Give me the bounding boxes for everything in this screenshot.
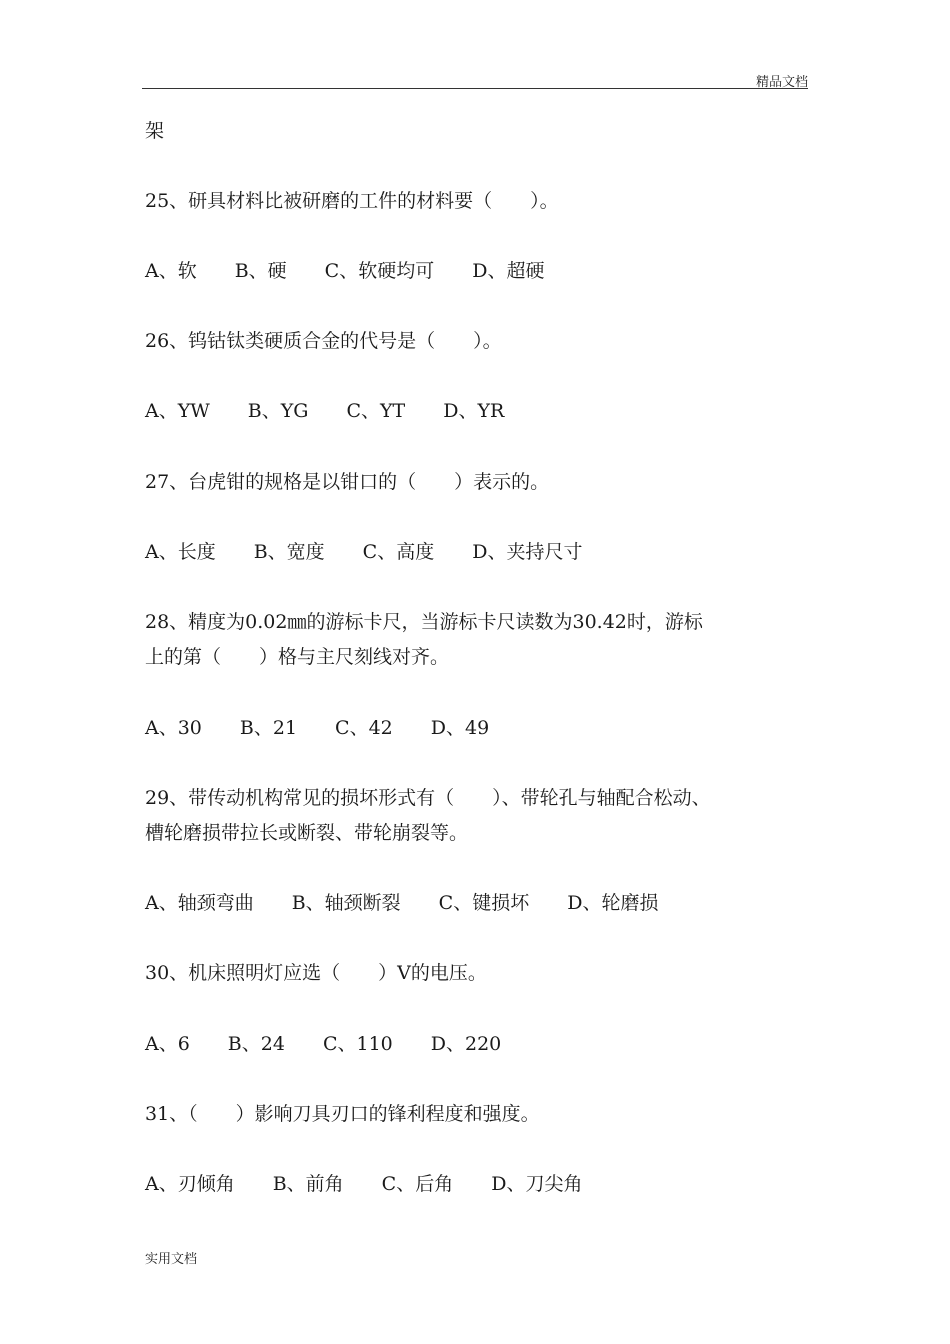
question-28-stem-line-2: 上的第（ ）格与主尺刻线对齐。 [145, 646, 450, 668]
question-27-options: A、长度 B、宽度 C、高度 D、夹持尺寸 [145, 541, 583, 563]
question-30-options: A、6 B、24 C、110 D、220 [145, 1033, 502, 1055]
question-25-options: A、软 B、硬 C、软硬均可 D、超硬 [145, 260, 545, 282]
question-29-stem-line-2: 槽轮磨损带拉长或断裂、带轮崩裂等。 [145, 822, 469, 844]
question-26-stem: 26、钨钴钛类硬质合金的代号是（ ）。 [145, 330, 502, 352]
question-28-stem-line-1: 28、精度为0.02㎜的游标卡尺，当游标卡尺读数为30.42时，游标 [145, 611, 703, 633]
question-30-stem: 30、机床照明灯应选（ ）V的电压。 [145, 962, 487, 984]
header-divider [142, 88, 808, 89]
question-31-stem: 31、（ ）影响刀具刃口的锋利程度和强度。 [145, 1103, 540, 1125]
question-29-options: A、轴颈弯曲 B、轴颈断裂 C、键损坏 D、轮磨损 [145, 892, 659, 914]
question-28-stem [145, 605, 810, 675]
question-26-options: A、YW B、YG C、YT D、YR [145, 400, 505, 422]
question-31-options: A、刃倾角 B、前角 C、后角 D、刀尖角 [145, 1173, 583, 1195]
question-25-stem: 25、研具材料比被研磨的工件的材料要（ ）。 [145, 190, 559, 212]
question-28-options: A、30 B、21 C、42 D、49 [145, 717, 490, 739]
text-fragment: 架 [145, 120, 165, 142]
footer-label: 实用文档 [145, 1252, 198, 1267]
question-29-stem [145, 781, 810, 851]
question-29-stem-line-1: 29、带传动机构常见的损坏形式有（ ）、带轮孔与轴配合松动、 [145, 787, 711, 809]
question-27-stem: 27、台虎钳的规格是以钳口的（ ）表示的。 [145, 471, 550, 493]
header-label: 精品文档 [755, 75, 808, 90]
